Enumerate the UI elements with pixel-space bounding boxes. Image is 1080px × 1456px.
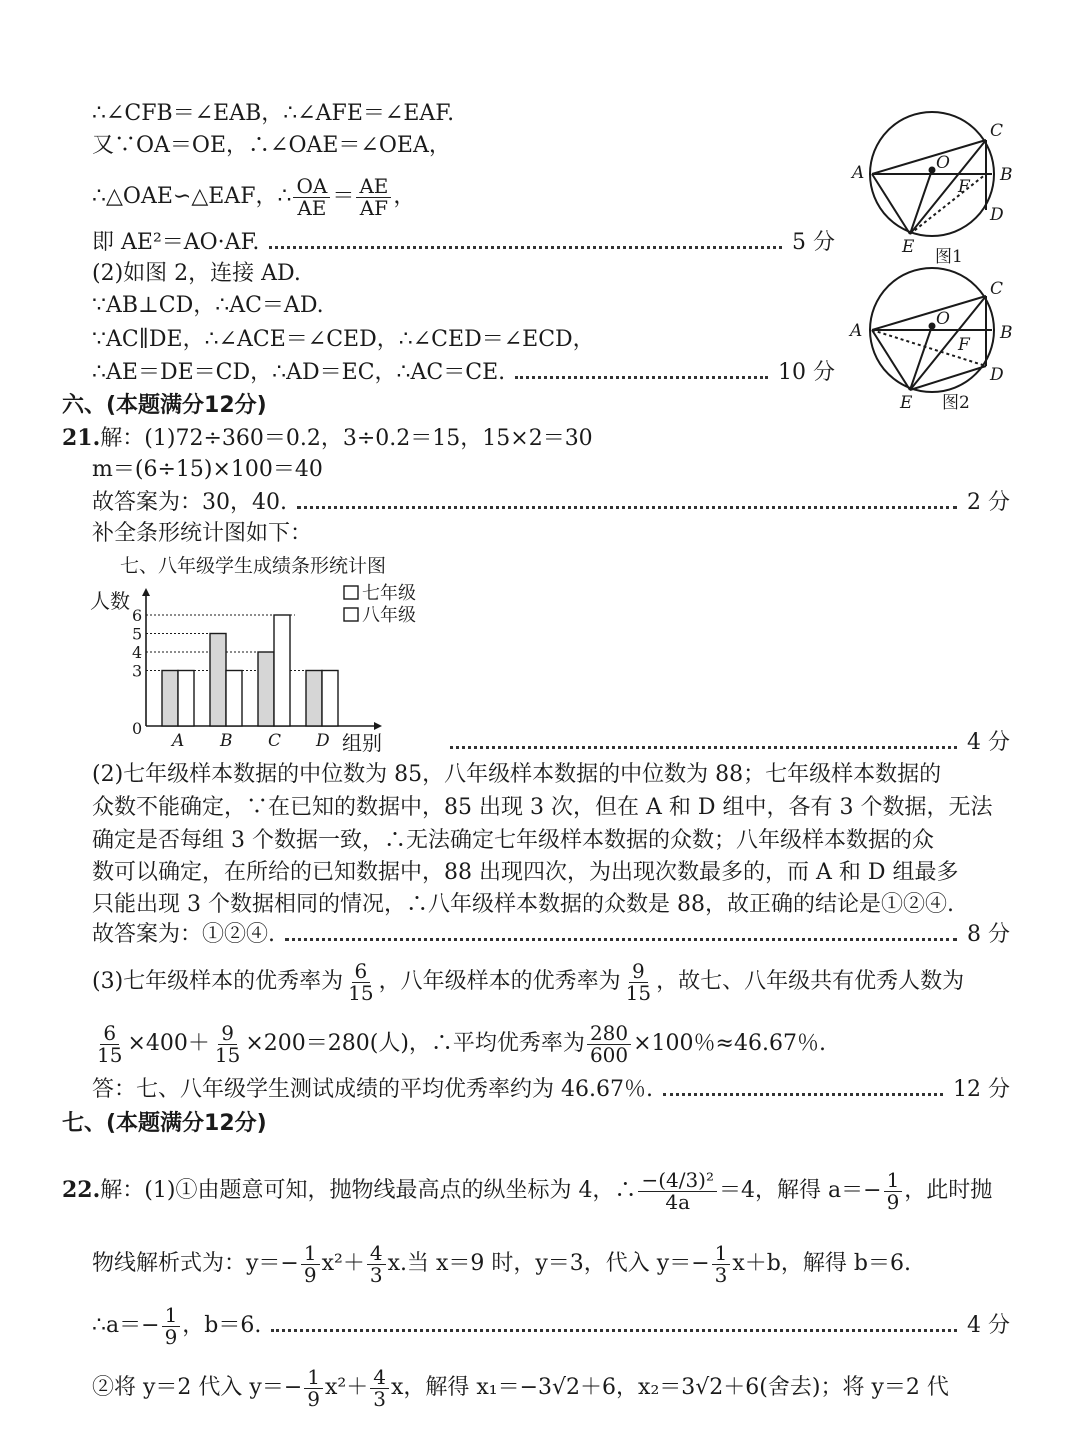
fraction-1-9 bbox=[304, 1364, 323, 1411]
fig2-label-d: D bbox=[990, 365, 1004, 385]
q22-line-3 bbox=[92, 1300, 1010, 1352]
q22-text-a: 解：(1)①由题意可知，抛物线最高点的纵坐标为 4，∴ bbox=[100, 1178, 637, 1203]
chart-x-arrow bbox=[374, 722, 382, 730]
chart-bar bbox=[178, 671, 194, 727]
fraction-denominator: 4a bbox=[665, 1189, 691, 1214]
q21-line-3 bbox=[92, 487, 1010, 519]
part2-line-5: 只能出现 3 个数据相同的情况，∴八年级样本数据的众数是 88，故正确的结论是①②④. bbox=[92, 892, 954, 917]
fig2-caption: 图2 bbox=[942, 393, 970, 410]
score-mark: 12 分 bbox=[953, 1077, 1010, 1102]
part2-line-2: 众数不能确定，∵在已知的数据中，85 出现 3 次，但在 A 和 D 组中，各有 3 个数据，无法 bbox=[92, 795, 993, 820]
fig1-label-a: A bbox=[852, 163, 865, 183]
fraction-numerator: AE bbox=[356, 176, 391, 198]
dot-leader bbox=[450, 746, 957, 749]
chart-legend-swatch bbox=[344, 586, 358, 599]
dot-leader bbox=[515, 376, 768, 379]
q22-line-3-a: ∴a＝− bbox=[92, 1313, 160, 1338]
dot-leader bbox=[269, 246, 782, 249]
chart-bar bbox=[226, 671, 242, 727]
q22-number: 22. bbox=[62, 1177, 101, 1203]
fraction-denominator: 3 bbox=[714, 1262, 728, 1287]
chart-y-arrow bbox=[142, 588, 150, 596]
fraction-numerator: 1 bbox=[304, 1367, 323, 1389]
fraction-denominator: 600 bbox=[589, 1042, 629, 1067]
q22-line-2-b: x²＋ bbox=[321, 1251, 365, 1276]
proof-line-3-text: ∴△OAE∽△EAF，∴ bbox=[92, 184, 292, 209]
dot-leader bbox=[285, 938, 957, 941]
proof-line-4 bbox=[92, 227, 835, 259]
chart-legend-label: 七年级 bbox=[362, 583, 416, 604]
chart-ytick-label: 6 bbox=[132, 606, 143, 625]
chart-category-label: C bbox=[268, 731, 282, 751]
part3-answer bbox=[92, 1074, 1010, 1106]
fraction-denominator: 15 bbox=[348, 980, 374, 1005]
fraction-numerator: 6 bbox=[352, 961, 371, 983]
fig2-label-e: E bbox=[900, 393, 913, 410]
fraction-4-3 bbox=[367, 1240, 386, 1287]
chart-bar bbox=[274, 615, 290, 726]
fraction-ae-af bbox=[356, 173, 391, 220]
part3-text-f: ×100％≈46.67％. bbox=[633, 1031, 826, 1056]
part3-line-2 bbox=[92, 1018, 1010, 1070]
figure-1 bbox=[870, 112, 994, 236]
fraction-280-600 bbox=[587, 1020, 631, 1067]
dot-leader bbox=[663, 1093, 943, 1096]
chart-legend-swatch bbox=[344, 608, 358, 621]
equals-sign: ＝ bbox=[332, 184, 355, 209]
figure-2 bbox=[870, 268, 994, 392]
section-6-heading: 六、(本题满分12分) bbox=[62, 393, 267, 418]
chart-ytick-label: 3 bbox=[132, 661, 143, 681]
fraction-numerator: 1 bbox=[162, 1305, 181, 1327]
score-mark: 4 分 bbox=[967, 730, 1010, 755]
q22-line-1 bbox=[62, 1150, 1010, 1230]
fraction-denominator: AF bbox=[359, 195, 389, 220]
fig2-label-f: F bbox=[958, 335, 970, 355]
fraction-denominator: 9 bbox=[303, 1262, 317, 1287]
fraction-numerator: 4 bbox=[370, 1367, 389, 1389]
fraction-numerator: 280 bbox=[587, 1023, 631, 1045]
part3-line-1 bbox=[92, 956, 1010, 1008]
proof-line-6: ∵AB⊥CD，∴AC＝AD. bbox=[92, 293, 324, 318]
q22-line-4 bbox=[92, 1362, 1010, 1414]
chart-category-label: A bbox=[172, 731, 185, 751]
geometry-figures bbox=[840, 110, 1040, 410]
fig2-label-b: B bbox=[1000, 323, 1013, 343]
fraction-numerator: OA bbox=[293, 176, 330, 198]
chart-ytick-label: 4 bbox=[132, 643, 143, 662]
fraction-denominator: 15 bbox=[97, 1042, 123, 1067]
q22-line-3-b: ，b＝6. bbox=[182, 1313, 262, 1338]
fraction-numerator: 1 bbox=[712, 1243, 731, 1265]
fraction-denominator: 9 bbox=[886, 1189, 900, 1214]
chart-ylabel: 人数 bbox=[90, 589, 130, 613]
chart-bar bbox=[306, 671, 322, 727]
fraction-denominator: 15 bbox=[214, 1042, 241, 1067]
q21-line-1 bbox=[62, 422, 1010, 454]
proof-line-4-text: 即 AE²＝AO·AF. bbox=[92, 230, 260, 255]
fraction-numerator: 6 bbox=[100, 1023, 119, 1045]
proof-line-8-text: ∴AE＝DE＝CD，∴AD＝EC，∴AC＝CE. bbox=[92, 360, 506, 385]
part3-text-d: ×400＋ bbox=[127, 1031, 210, 1056]
chart-score-line bbox=[450, 727, 1010, 759]
fraction-numerator: 9 bbox=[218, 1023, 237, 1045]
fraction-4-3 bbox=[370, 1364, 389, 1411]
q22-text-b: ＝4，解得 a＝− bbox=[719, 1178, 882, 1203]
fig1-label-d: D bbox=[990, 205, 1004, 225]
proof-line-8 bbox=[92, 357, 835, 389]
fraction-oa-ae bbox=[293, 173, 330, 220]
chart-category-label: D bbox=[316, 731, 330, 751]
score-mark: 5 分 bbox=[792, 230, 835, 255]
fraction-denominator: 3 bbox=[369, 1262, 383, 1287]
fig2-label-c: C bbox=[990, 279, 1004, 299]
bar-chart bbox=[80, 550, 460, 760]
fig1-label-e: E bbox=[902, 237, 915, 257]
part3-text-e: ×200＝280(人)，∴平均优秀率为 bbox=[245, 1031, 585, 1056]
q22-line-4-a: ②将 y＝2 代入 y＝− bbox=[92, 1375, 303, 1400]
fraction-numerator: 1 bbox=[301, 1243, 320, 1265]
chart-bar bbox=[322, 671, 338, 727]
fraction-numerator: 9 bbox=[629, 961, 648, 983]
chart-bar bbox=[162, 671, 178, 727]
fraction-6-15 bbox=[345, 958, 376, 1005]
score-mark: 4 分 bbox=[967, 1313, 1010, 1338]
fraction-denominator: 9 bbox=[164, 1324, 178, 1349]
proof-line-7: ∵AC∥DE，∴∠ACE＝∠CED，∴∠CED＝∠ECD， bbox=[92, 327, 595, 352]
q22-line-4-b: x²＋ bbox=[325, 1375, 369, 1400]
part2-line-6-text: 故答案为：①②④. bbox=[92, 922, 275, 947]
chart-origin-label: 0 bbox=[132, 719, 143, 738]
fraction-1-9 bbox=[884, 1167, 903, 1214]
q22-line-2-d: x＋b，解得 b＝6. bbox=[732, 1251, 911, 1276]
q22-line-2-a: 物线解析式为：y＝− bbox=[92, 1251, 299, 1276]
score-mark: 10 分 bbox=[778, 360, 835, 385]
fraction-1-9 bbox=[162, 1302, 181, 1349]
comma: ， bbox=[393, 184, 416, 209]
fig1-label-o: O bbox=[936, 153, 950, 173]
chart-title: 七、八年级学生成绩条形统计图 bbox=[120, 555, 387, 577]
q21-line-2: m＝(6÷15)×100＝40 bbox=[92, 457, 323, 482]
fraction-vertex bbox=[638, 1167, 717, 1214]
proof-line-2: 又∵OA＝OE，∴∠OAE＝∠OEA， bbox=[92, 133, 451, 158]
q22-text-c: ，此时抛 bbox=[904, 1178, 993, 1203]
fraction-numerator: 4 bbox=[367, 1243, 386, 1265]
part2-line-3: 确定是否每组 3 个数据一致，∴无法确定七年级样本数据的众数；八年级样本数据的众 bbox=[92, 828, 934, 853]
fraction-numerator: 1 bbox=[884, 1170, 903, 1192]
proof-line-1: ∴∠CFB＝∠EAB，∴∠AFE＝∠EAF. bbox=[92, 101, 455, 126]
part3-text-c: ，故七、八年级共有优秀人数为 bbox=[656, 969, 965, 994]
fraction-denominator: 3 bbox=[373, 1386, 386, 1411]
part3-answer-text: 答：七、八年级学生测试成绩的平均优秀率约为 46.67％. bbox=[92, 1077, 653, 1102]
fraction-numerator: −(4/3)² bbox=[638, 1170, 717, 1192]
score-mark: 2 分 bbox=[967, 490, 1010, 515]
part2-line-6 bbox=[92, 919, 1010, 951]
fraction-denominator: AE bbox=[297, 195, 327, 220]
q21-line-4: 补全条形统计图如下： bbox=[92, 521, 313, 546]
part3-text-a: (3)七年级样本的优秀率为 bbox=[92, 969, 344, 994]
part3-text-b: ，八年级样本的优秀率为 bbox=[378, 969, 621, 994]
fraction-9-15 bbox=[212, 1020, 243, 1067]
q21-line-3-text: 故答案为：30，40. bbox=[92, 490, 287, 515]
q21-number: 21. bbox=[62, 425, 101, 451]
fig1-label-b: B bbox=[1000, 165, 1013, 185]
q22-line-4-c: x，解得 x₁＝−3√2＋6，x₂＝3√2＋6(舍去)；将 y＝2 代 bbox=[390, 1375, 949, 1400]
chart-ytick-label: 5 bbox=[132, 624, 143, 644]
chart-xlabel: 组别 bbox=[342, 731, 382, 755]
fraction-6-15 bbox=[94, 1020, 125, 1067]
fig1-caption: 图1 bbox=[935, 247, 963, 267]
dot-leader bbox=[271, 1329, 957, 1332]
fraction-denominator: 15 bbox=[625, 980, 652, 1005]
fraction-1-9 bbox=[301, 1240, 320, 1287]
fig2-label-a: A bbox=[850, 321, 863, 341]
part2-line-4: 数可以确定，在所给的已知数据中，88 出现四次，为出现次数最多的，而 A 和 D 组最多 bbox=[92, 860, 959, 885]
fraction-denominator: 9 bbox=[307, 1386, 321, 1411]
chart-category-label: B bbox=[220, 731, 233, 751]
part2-line-1: (2)七年级样本数据的中位数为 85，八年级样本数据的中位数为 88；七年级样本数据的 bbox=[92, 762, 942, 787]
fraction-9-15 bbox=[623, 958, 654, 1005]
fig2-label-o: O bbox=[936, 309, 950, 329]
q22-line-2-c: x.当 x＝9 时，y＝3，代入 y＝− bbox=[387, 1251, 710, 1276]
fig1-label-c: C bbox=[990, 121, 1004, 141]
section-7-heading: 七、(本题满分12分) bbox=[62, 1111, 267, 1136]
q21-text: 解：(1)72÷360＝0.2，3÷0.2＝15，15×2＝30 bbox=[100, 426, 593, 451]
dot-leader bbox=[297, 506, 957, 509]
chart-legend-label: 八年级 bbox=[362, 605, 416, 626]
fraction-1-3 bbox=[712, 1240, 731, 1287]
chart-bar bbox=[258, 652, 274, 726]
score-mark: 8 分 bbox=[967, 922, 1010, 947]
chart-bar bbox=[210, 634, 226, 727]
q22-line-2 bbox=[92, 1238, 1010, 1290]
proof-line-5: (2)如图 2，连接 AD. bbox=[92, 261, 301, 286]
fig1-label-f: F bbox=[958, 177, 970, 197]
